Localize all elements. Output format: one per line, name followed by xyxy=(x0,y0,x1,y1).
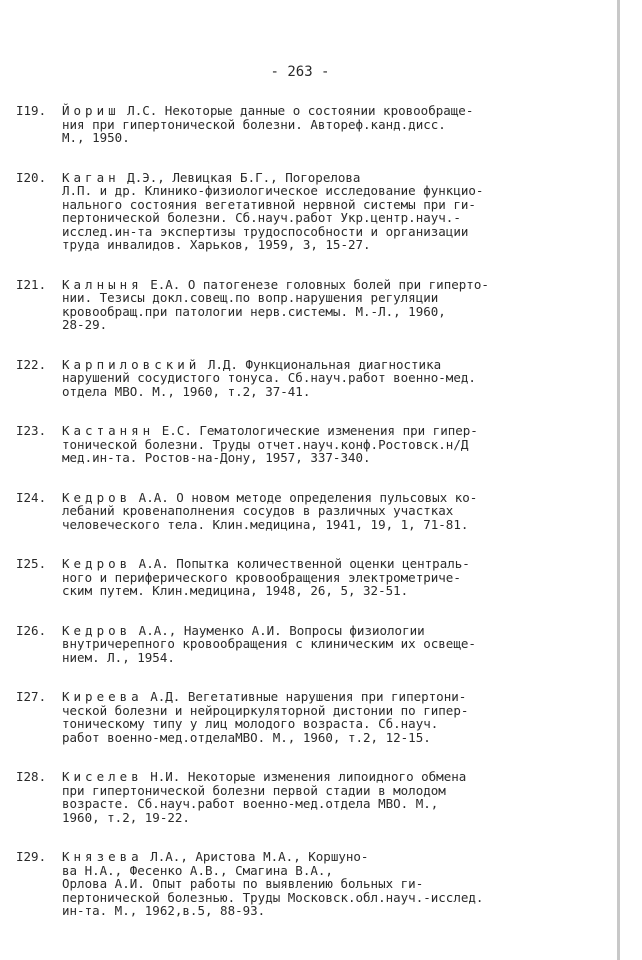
list-item xyxy=(16,850,596,918)
entry-number: I21. xyxy=(16,276,47,292)
entry-text xyxy=(62,624,596,665)
list-item xyxy=(16,624,596,665)
entry-author: Йориш xyxy=(62,103,120,118)
page-edge-line xyxy=(617,0,620,960)
list-item xyxy=(16,770,596,824)
entry-author: Карпиловский xyxy=(62,356,201,372)
entry-number: I20. xyxy=(16,169,47,185)
entry-body: А.А. О новом методе определения пульсовых ко- лебаний кровенаполнения сосудов в различных участках человеческого тела. Клин.медицина, 1941, 19, 1, 71-81. xyxy=(62,489,478,532)
entry-text xyxy=(62,491,596,532)
entry-author: Калныня xyxy=(62,276,143,292)
entry-body: А.А. Попытка количественной оценки централь- ного и периферического кровообращения электрометриче- ским путем. Клин.медицина, 1948, 26, 5, 32-51. xyxy=(62,556,470,598)
entry-number: I28. xyxy=(16,769,47,784)
entry-number: I24. xyxy=(16,489,47,505)
entry-body: Н.И. Некоторые изменения липоидного обмена при гипертонической болезни первой стадии в молодом возрасте. Сб.науч.работ военно-мед.отдела МВО. М., 1960, т.2, 19-22. xyxy=(62,769,467,825)
list-item xyxy=(16,690,596,744)
entry-author: Киреева xyxy=(62,689,143,704)
entry-text xyxy=(62,557,596,598)
entry-text xyxy=(62,358,596,399)
entry-text xyxy=(62,278,596,332)
entry-body: А.А., Науменко А.И. Вопросы физиологии внутричерепного кровообращения с клиническим их освеще- нием. Л., 1954. xyxy=(62,622,476,665)
page-number: - 263 - xyxy=(270,64,330,80)
entry-body: Е.А. О патогенезе головных болей при гиперто- нии. Тезисы докл.совещ.по вопр.нарушения регуляции кровообращ.при патологии нерв.системы. М.-Л., 1960, 28-29. xyxy=(62,276,489,332)
list-item xyxy=(16,104,596,145)
entry-number: I19. xyxy=(16,103,47,118)
entry-number: I27. xyxy=(16,689,47,704)
entry-body: Е.С. Гематологические изменения при гипер- тонической болезни. Труды отчет.науч.конф.Ростовск.н/Д мед.ин-та. Ростов-на-Дону, 1957, 337-340. xyxy=(62,423,478,465)
entry-author: Кастанян xyxy=(62,423,155,438)
entry-author: Кедров xyxy=(62,556,132,571)
entry-body: Д.Э., Левицкая Б.Г., Погорелова Л.П. и др. Клинико-физиологическое исследование функцио- нального состояния вегетативной нервной системы при ги- пертонической болезни. Сб.науч.работ Укр.центр.науч.- исслед.ин-та экспертизы трудоспособности и организации труда инвалидов. Харьков, 1959, 3, 15-27. xyxy=(62,169,484,252)
entry-text xyxy=(62,850,596,918)
entry-body: Л.С. Некоторые данные о состоянии кровообраще- ния при гипертонической болезни. Автореф.канд.дисс. М., 1950. xyxy=(62,103,474,145)
entry-text xyxy=(62,424,596,465)
entry-body: А.Д. Вегетативные нарушения при гипертони- ческой болезни и нейроциркуляторной дистонии по гипер- тоническому типу у лиц молодого возраста. Сб.науч. работ военно-мед.отделаМВО. М., 1960, т.2, 12-15. xyxy=(62,689,469,745)
list-item xyxy=(16,358,596,399)
list-item xyxy=(16,424,596,465)
entry-text xyxy=(62,104,596,145)
entry-body: Л.Д. Функциональная диагностика нарушений сосудистого тонуса. Сб.науч.работ военно-мед. отдела МВО. М., 1960, т.2, 37-41. xyxy=(62,356,476,399)
entry-author: Киселев xyxy=(62,769,143,784)
entry-number: I29. xyxy=(16,849,47,864)
entry-number: I23. xyxy=(16,423,47,438)
list-item xyxy=(16,491,596,532)
entry-number: I26. xyxy=(16,622,47,638)
entry-author: Кедров xyxy=(62,489,132,505)
entry-text xyxy=(62,770,596,824)
entry-body: Л.А., Аристова М.А., Коршуно- ва Н.А., Фесенко А.В., Смагина В.А., Орлова А.И. Опыт работы по выявлению больных ги- пертонической болезнью. Труды Московск.обл.науч.-исслед. ин-та. М., 1962,в.5, 88-93. xyxy=(62,849,484,918)
entry-author: Кедров xyxy=(62,622,132,638)
entry-number: I22. xyxy=(16,356,47,372)
entry-number: I25. xyxy=(16,556,47,571)
list-item xyxy=(16,557,596,598)
list-item xyxy=(16,171,596,252)
entry-text xyxy=(62,690,596,744)
entry-author: Каган xyxy=(62,169,120,185)
bibliography-list xyxy=(16,104,596,944)
entry-text xyxy=(62,171,596,252)
list-item xyxy=(16,278,596,332)
entry-author: Князева xyxy=(62,849,143,864)
